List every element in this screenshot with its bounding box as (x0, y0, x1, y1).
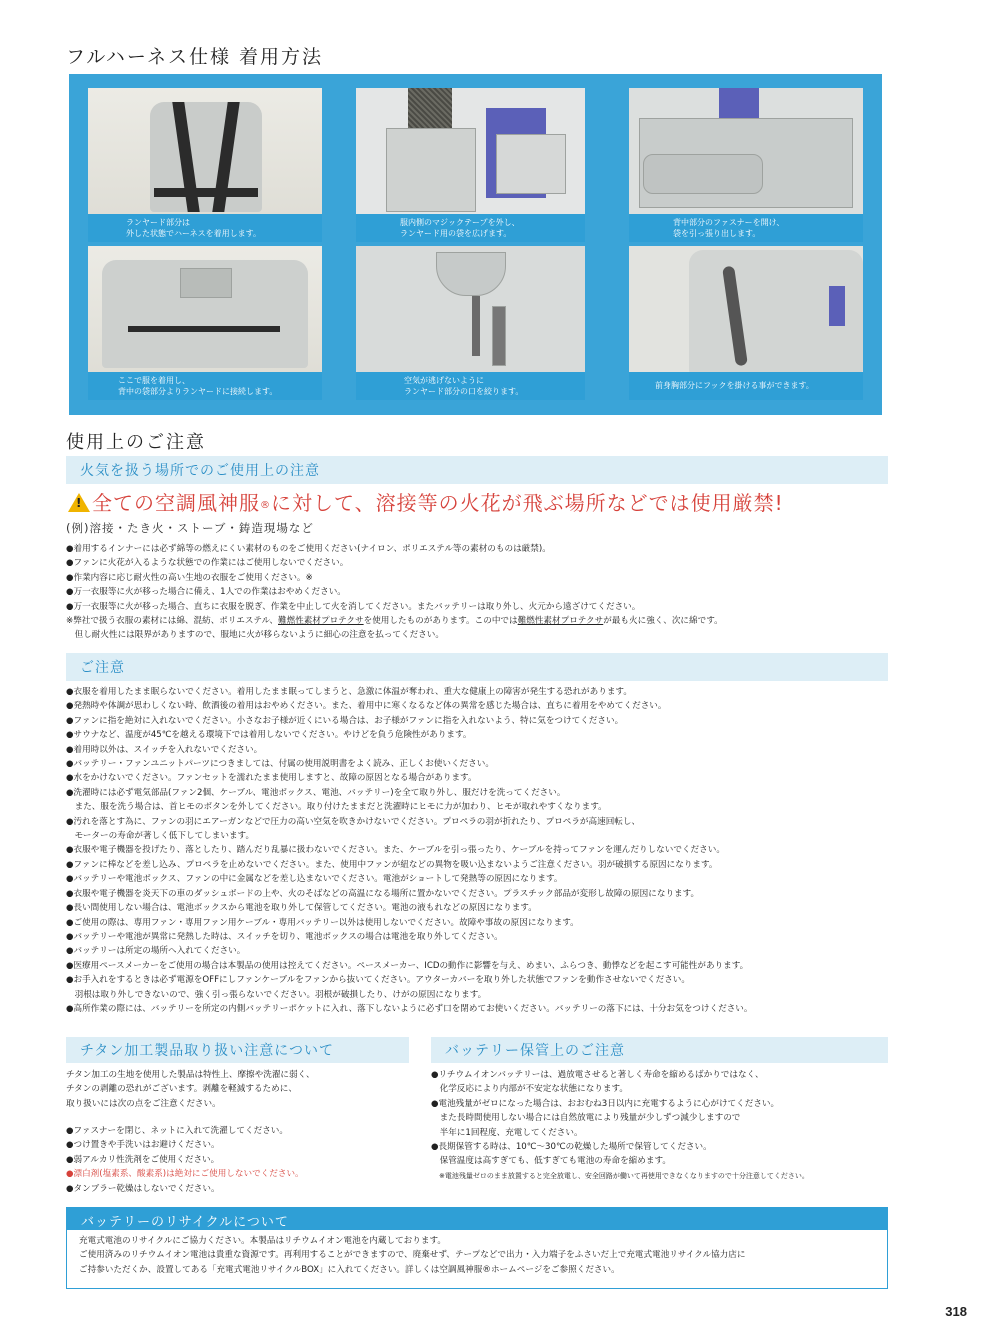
list-item: ●洗濯時には必ず電気部品(ファン2個、ケーブル、電池ボックス、電池、バッテリー)を全て取り外し、服だけを洗ってください。 (66, 787, 566, 798)
list-item: 半年に1回程度、充電してください。 (431, 1127, 583, 1138)
step-caption-5: 空気が逃げないように ランヤード部分の口を絞ります。 (356, 372, 585, 400)
list-item: ●ファンに指を絶対に入れないでください。小さなお子様が近くにいる場合は、お子様がファンに指を入れないよう、特に気をつけてください。 (66, 715, 624, 726)
fire-warning: !全ての空調風神服®に対して、溶接等の火花が飛ぶ場所などでは使用厳禁! (68, 487, 784, 516)
list-item: ●つけ置きや手洗いはお避けください。 (66, 1140, 220, 1151)
list-item: ●万一衣服等に火が移った場合、直ちに衣服を脱ぎ、作業を中止して火を消してください。またバッテリーは取り外し、火元から遠ざけてください。 (66, 601, 641, 612)
caution-section-header: ご注意 (66, 653, 888, 681)
list-item: モーターの寿命が著しく低下してしまいます。 (66, 831, 255, 842)
list-item: ●作業内容に応じ耐火性の高い生地の衣服をご使用ください。※ (66, 572, 313, 583)
titanium-section-header: チタン加工製品取り扱い注意について (66, 1037, 409, 1063)
list-item: 化学反応により内部が不安定な状態になります。 (431, 1084, 628, 1095)
list-item: また長時間使用しない場合には自然放電により残量が少しずつ減少しますので (431, 1113, 741, 1124)
step-caption-1: ランヤード部分は 外した状態でハーネスを着用します。 (88, 214, 322, 242)
list-item: ●電池残量がゼロになった場合は、おおむね3日以内に充電するように心がけてください。 (431, 1098, 780, 1109)
list-item: ●バッテリーや電池ボックス、ファンの中に金属などを差し込まないでください。電池がショートして発熱等の原因になります。 (66, 874, 563, 885)
list-item: 保管温度は高すぎても、低すぎても電池の寿命を縮めます。 (431, 1156, 671, 1167)
list-item: また、服を洗う場合は、首ヒモのボタンを外してください。取り付けたままだと洗濯時にヒモに力が加わり、ヒモが取れやすくなります。 (66, 802, 607, 813)
list-item: ●汚れを落とす為に、ファンの羽にエアーガンなどで圧力の高い空気を吹きかけないでください。プロペラの羽が折れたり、プロペラが高速回転し、 (66, 816, 641, 827)
list-item: ●衣服を着用したまま眠らないでください。着用したまま眠ってしまうと、急激に体温が奪われ、重大な健康上の障害が発生する恐れがあります。 (66, 687, 632, 697)
step-photo-6 (629, 246, 863, 400)
fire-note-2: 但し耐火性には限界がありますので、服地に火が移らないように細心の注意を払ってください。 (66, 630, 444, 641)
list-item: ●衣服や電子機器を投げたり、落としたり、踏んだり乱暴に扱わないでください。また、ケーブルを引っ張ったり、ケーブルを持ってファンを運んだりしないでください。 (66, 845, 725, 856)
list-item: ●長期保管する時は、10℃〜30℃の乾燥した場所で保管してください。 (431, 1142, 712, 1153)
list-item: 羽根は取り外しできないので、強く引っ張らないでください。羽根が破損したり、けがの原因になります。 (66, 989, 487, 1000)
list-item: ●着用時以外は、スイッチを入れないでください。 (66, 744, 263, 755)
page-number: 318 (945, 1304, 967, 1319)
step-caption-3: 背中部分のファスナーを開け、 袋を引っ張り出します。 (629, 214, 863, 242)
recycle-body: 充電式電池のリサイクルにご協力ください。本製品はリチウムイオン電池を内蔵しております。 ご使用済みのリチウムイオン電池は貴重な資源です。再利用することができますので、廃棄せず、テープなどで出力・入力端子をふさいだ上で充電式電池リサイクル協力店に ご持参いただくか、設置してある「充電式電池リサイクルBOX」に入れてください。詳しくは空調風神服®ホームページをご参照ください。 (79, 1236, 746, 1275)
list-item: ●高所作業の際には、バッテリーを所定の内側バッテリーポケットに入れ、落下しないように必ず口を閉めてお使いください。バッテリーの落下には、十分お気をつけください。 (66, 1003, 753, 1014)
recycle-box (66, 1207, 888, 1289)
instruction-photo-grid (69, 74, 882, 415)
list-item: ●衣服や電子機器を炎天下の車のダッシュボードの上や、火のそばなどの高温になる場所に置かないでください。プラスチック部品が変形し故障の原因になります。 (66, 888, 700, 899)
fire-note: ※弊社で扱う衣服の素材には綿、混紡、ポリエステル、難燃性素材プロテクサを使用したものがあります。この中では難燃性素材プロテクサが最も火に強く、次に綿です。 (66, 616, 723, 627)
titanium-intro: チタン加工の生地を使用した製品は特性上、摩擦や洗濯に弱く、 チタンの剥離の恐れがございます。剥離を軽減するために、 取り扱いには次の点をご注意ください。 (66, 1070, 315, 1109)
list-item: ●万一衣服等に火が移った場合に備え、1人での作業はおやめください。 (66, 587, 346, 598)
list-item: ●バッテリー・ファンユニットパーツにつきましては、付属の使用説明書をよく読み、正しくお使いください。 (66, 759, 494, 770)
battery-storage-list (431, 1068, 809, 1183)
list-item: ●水をかけないでください。ファンセットを濡れたまま使用しますと、故障の原因となる場合があります。 (66, 773, 477, 784)
list-item-warning: ●漂白剤(塩素系、酸素系)は絶対にご使用しないでください。 (66, 1169, 304, 1180)
list-item: ●バッテリーは所定の場所へ入れてください。 (66, 946, 246, 957)
step-caption-6: 前身胸部分にフックを掛ける事ができます。 (629, 372, 863, 400)
step-photo-2 (356, 88, 585, 242)
list-item: ●着用するインナーには必ず綿等の燃えにくい素材のものをご使用ください(ナイロン、ポリエステル等の素材のものは厳禁)。 (66, 544, 551, 554)
list-item: ●長い間使用しない場合は、電池ボックスから電池を取り外して保管してください。電池の液もれなどの原因になります。 (66, 903, 537, 914)
step-photo-5 (356, 246, 585, 400)
list-item: ●ご使用の際は、専用ファン・専用ファン用ケーブル・専用バッテリー以外は使用しないでください。故障や事故の原因になります。 (66, 917, 579, 928)
fire-list (66, 542, 723, 643)
list-item: ●ファンに火花が入るような状態での作業にはご使用しないでください。 (66, 558, 349, 569)
list-item: ●サウナなど、温度が45℃を越える環境下では着用しないでください。やけどを負う危険性があります。 (66, 730, 472, 741)
list-item: ●リチウムイオンバッテリーは、過放電させると著しく寿命を縮めるばかりではなく、 (431, 1070, 764, 1080)
recycle-header: バッテリーのリサイクルについて (67, 1208, 887, 1230)
fire-section-header: 火気を扱う場所でのご使用上の注意 (66, 456, 888, 484)
precautions-title: 使用上のご注意 (66, 432, 206, 453)
page-title: フルハーネス仕様 着用方法 (66, 46, 324, 68)
list-item: ●ファンに棒などを差し込み、プロペラを止めないでください。また、使用中ファンが紐などの異物を吸い込まないようご注意ください。羽が破損する原因になります。 (66, 859, 718, 870)
battery-note: ※電池残量ゼロのまま放置すると完全放電し、安全回路が働いて再使用できなくなりますので十分注意してください。 (439, 1171, 809, 1180)
step-photo-1 (88, 88, 322, 242)
step-caption-2: 服内側のマジックテープを外し、 ランヤード用の袋を広げます。 (356, 214, 585, 242)
step-photo-4 (88, 246, 322, 400)
titanium-list (66, 1124, 304, 1196)
battery-storage-header: バッテリー保管上のご注意 (431, 1037, 888, 1063)
list-item: ●ファスナーを閉じ、ネットに入れて洗濯してください。 (66, 1126, 288, 1136)
list-item: ●弱アルカリ性洗剤をご使用ください。 (66, 1154, 220, 1165)
list-item: ●医療用ペースメーカーをご使用の場合は本製品の使用は控えてください。ペースメーカー、ICDの動作に影響を与え、めまい、ふらつき、動悸などを起こす可能性があります。 (66, 960, 749, 971)
list-item: ●発熱時や体調が思わしくない時、飲酒後の着用はおやめください。また、着用中に寒くなるなど体の異常を感じた場合は、直ちに着用をやめてください。 (66, 701, 667, 712)
list-item: ●お手入れをするときは必ず電源をOFFにしファンケーブルをファンから抜いてください。アウターカバーを取り外した状態でファンを動作させないでください。 (66, 975, 690, 986)
step-caption-4: ここで服を着用し、 背中の袋部分よりランヤードに接続します。 (88, 372, 322, 400)
caution-list (66, 685, 753, 1016)
warning-triangle-icon (68, 493, 90, 512)
list-item: ●タンブラー乾燥はしないでください。 (66, 1183, 220, 1194)
fire-example: (例)溶接・たき火・ストーブ・鋳造現場など (66, 521, 314, 535)
list-item: ●バッテリーや電池が異常に発熱した時は、スイッチを切り、電池ボックスの場合は電池を取り外してください。 (66, 931, 503, 942)
step-photo-3 (629, 88, 863, 242)
